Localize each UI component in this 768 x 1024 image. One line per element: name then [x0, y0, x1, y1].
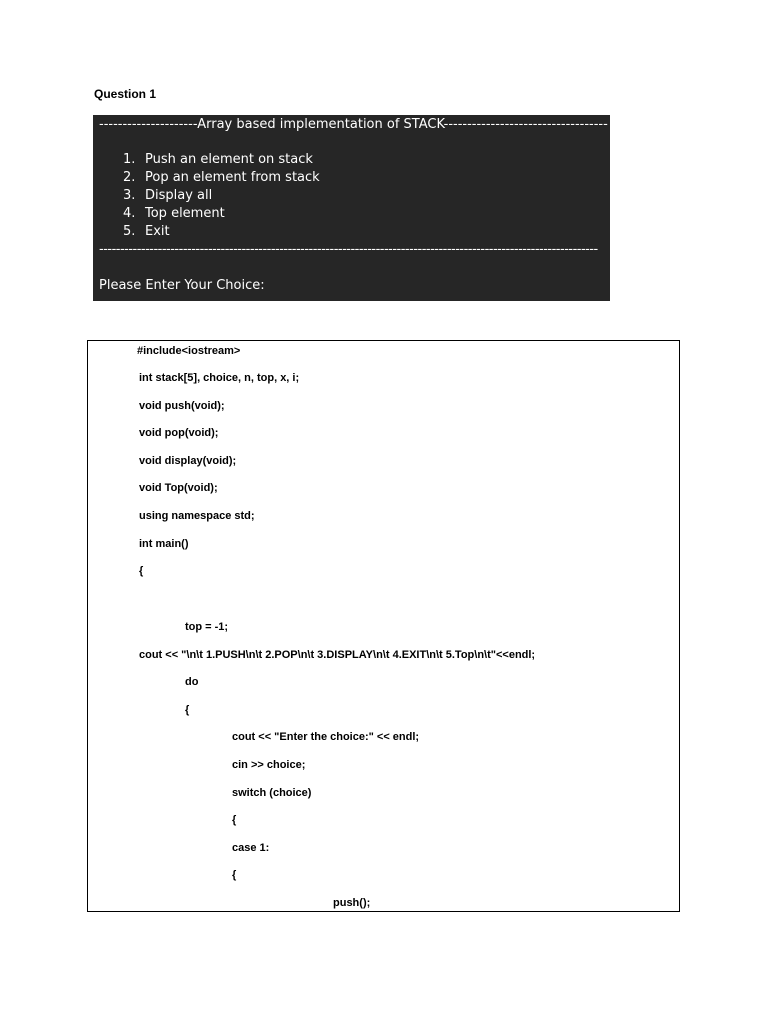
menu-item [123, 169, 320, 187]
code-line: top = -1; [185, 621, 229, 633]
menu-list [123, 151, 320, 241]
code-line: using namespace std; [139, 510, 255, 522]
menu-item-number: 2. [123, 170, 136, 185]
code-line: cout << "\n\t 1.PUSH\n\t 2.POP\n\t 3.DISPLAY\n\t 4.EXIT\n\t 5.Top\n\t"<<endl; [139, 649, 536, 661]
menu-item-label: Exit [145, 224, 170, 239]
menu-item-label: Pop an element from stack [145, 170, 320, 185]
code-line: int main() [139, 538, 189, 550]
code-line: int stack[5], choice, n, top, x, i; [139, 372, 300, 384]
code-listing [87, 340, 680, 912]
code-line: do [185, 676, 199, 688]
menu-item [123, 223, 320, 241]
code-line: cin >> choice; [232, 759, 306, 771]
code-line: void display(void); [139, 455, 237, 467]
console-header: ---------------------Array based implementation of STACK----------------------------------- [99, 117, 608, 132]
code-line: cout << "Enter the choice:" << endl; [232, 731, 420, 743]
console-divider: ----------------------------------------------------------------------------------------------------------------------- [99, 242, 598, 257]
menu-item-label: Top element [145, 206, 225, 221]
code-line: #include<iostream> [137, 345, 241, 357]
code-line: case 1: [232, 842, 270, 854]
code-line: void pop(void); [139, 427, 219, 439]
menu-item-number: 1. [123, 152, 136, 167]
question-title: Question 1 [94, 87, 157, 101]
code-line: push(); [333, 897, 371, 909]
code-line: { [139, 565, 144, 577]
menu-item-number: 5. [123, 224, 136, 239]
menu-item [123, 187, 320, 205]
menu-item [123, 205, 320, 223]
code-line: void push(void); [139, 400, 225, 412]
console-output-image [93, 115, 610, 301]
code-line: void Top(void); [139, 482, 218, 494]
menu-item-label: Push an element on stack [145, 152, 313, 167]
code-line: { [232, 814, 237, 826]
menu-item [123, 151, 320, 169]
code-line: { [185, 704, 190, 716]
code-line: switch (choice) [232, 787, 312, 799]
menu-item-number: 3. [123, 188, 136, 203]
console-prompt: Please Enter Your Choice: [99, 278, 265, 293]
code-line: { [232, 869, 237, 881]
menu-item-number: 4. [123, 206, 136, 221]
menu-item-label: Display all [145, 188, 213, 203]
